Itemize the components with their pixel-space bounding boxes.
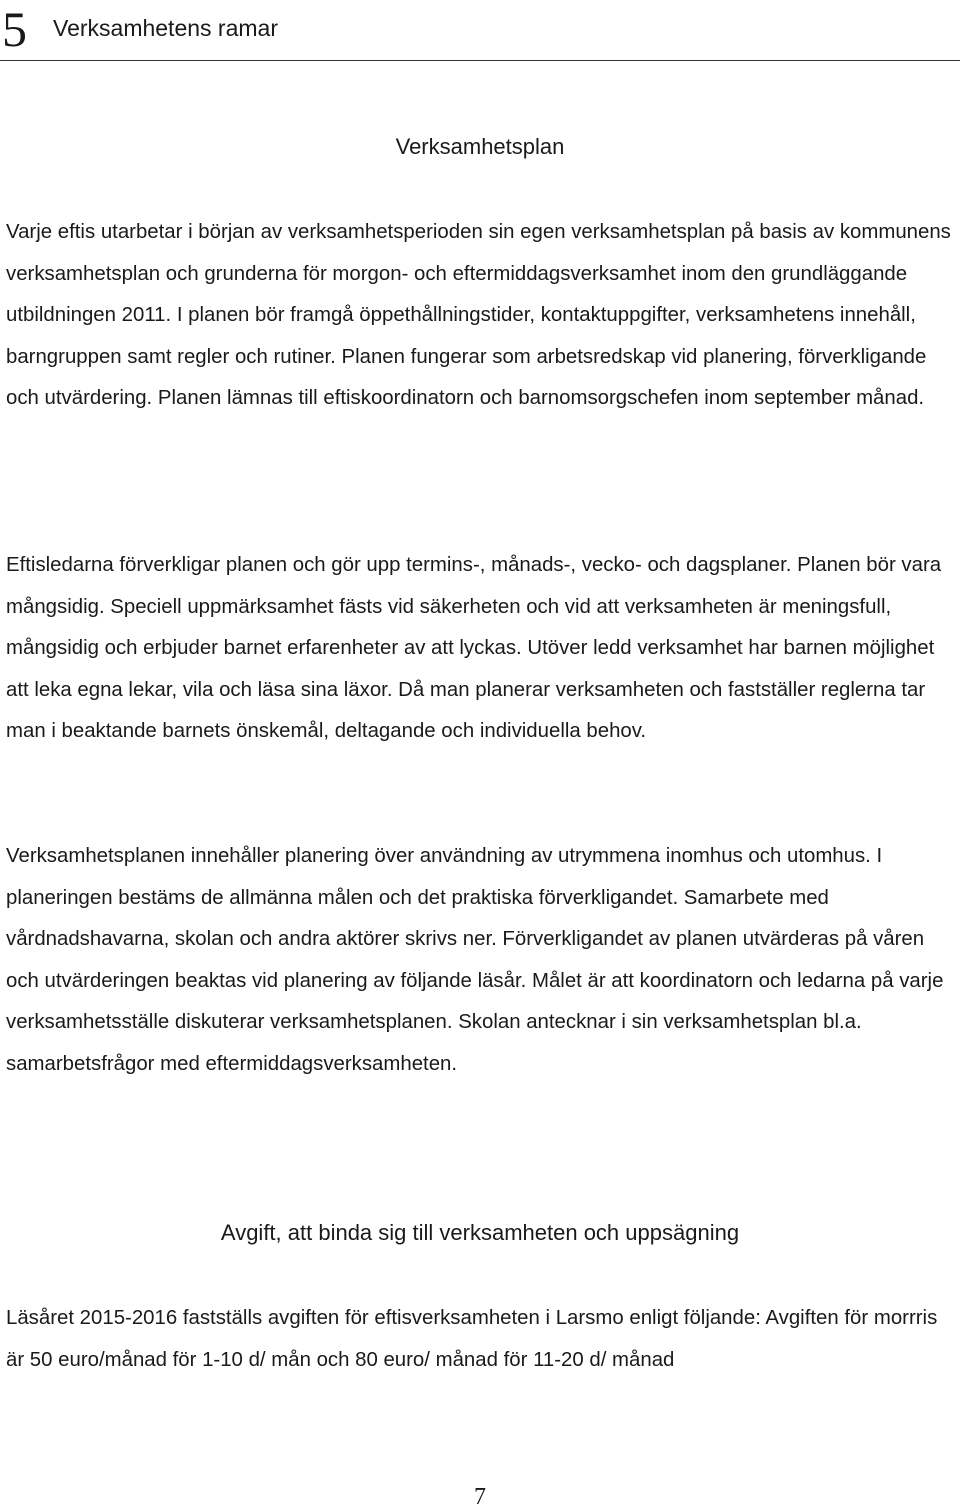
chapter-title: Verksamhetens ramar [53, 15, 278, 41]
section-heading-verksamhetsplan: Verksamhetsplan [395, 134, 565, 159]
chapter-header [0, 0, 960, 60]
chapter-number: 5 [2, 1, 27, 57]
section-heading-avgift: Avgift, att binda sig till verksamheten och uppsägning [220, 1220, 740, 1245]
paragraph-plan-content: Verksamhetsplanen innehåller planering över användning av utrymmena inomhus och utomhus. I planeringen bestäms de allmänna målen och det praktiska förverkligandet. Samarbete med vårdnadshavarna, skolan och andra aktörer skrivs ner. Förverkligandet av planen utvärderas på våren och utvärderingen beaktas vid planering av följande läsår. Målet är att koordinatorn och ledarna på varje verksamhetsställe diskuterar verksamhetsplanen. Skolan antecknar i sin verksamhetsplan bl.a. samarbetsfrågor med eftermiddagsverksamheten. [6, 845, 944, 1075]
paragraph-plan-execution: Eftisledarna förverkligar planen och gör upp termins-, månads-, vecko- och dagsplaner. Planen bör vara mångsidig. Speciell uppmärksamhet fästs vid säkerheten och vid att verksamheten är meningsfull, mångsidig och erbjuder barnet erfarenheter av att lyckas. Utöver ledd verksamhet har barnen möjlighet att leka egna lekar, vila och läsa sina läxor. Då man planerar verksamheten och fastställer reglerna tar man i beaktande barnets önskemål, deltagande och individuella behov. [6, 554, 942, 742]
page-number: 7 [474, 1484, 486, 1510]
paragraph-fees: Läsåret 2015-2016 fastställs avgiften för eftisverksamheten i Larsmo enligt följande: Avgiften för morrris är 50 euro/månad för 1-10 d/ mån och 80 euro/ månad för 11-20 d/ månad [6, 1307, 938, 1372]
paragraph-plan-intro: Varje eftis utarbetar i början av verksamhetsperioden sin egen verksamhetsplan på basis av kommunens verksamhetsplan och grunderna för morgon- och eftermiddagsverksamhet inom den grundläggande utbildningen 2011. I planen bör framgå öppethållningstider, kontaktuppgifter, verksamhetens innehåll, barngruppen samt regler och rutiner. Planen fungerar som arbetsredskap vid planering, förverkligande och utvärdering. Planen lämnas till eftiskoordinatorn och barnomsorgschefen inom september månad. [6, 221, 951, 409]
header-divider [0, 60, 960, 61]
